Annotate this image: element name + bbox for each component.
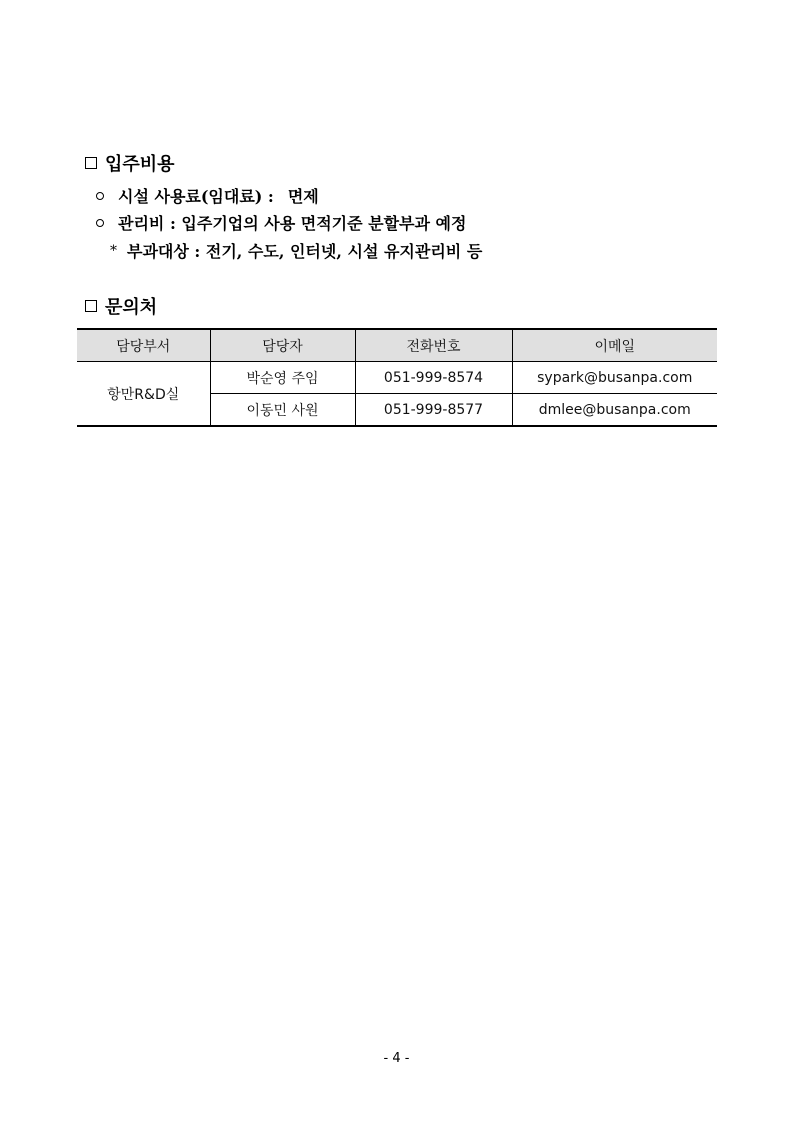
page-number: - 4 - — [383, 1051, 410, 1066]
header-phone: 전화번호 — [355, 329, 512, 362]
note-marker: * — [110, 242, 117, 259]
header-email: 이메일 — [512, 329, 717, 362]
section-heading-contact — [85, 293, 157, 319]
phone-cell: 051-999-8574 — [355, 362, 512, 394]
list-item-facility-fee — [96, 184, 319, 207]
email-cell: dmlee@busanpa.com — [512, 394, 717, 427]
contact-table — [77, 328, 717, 427]
header-department: 담당부서 — [77, 329, 210, 362]
department-cell: 항만R&D실 — [77, 362, 210, 427]
phone-cell: 051-999-8577 — [355, 394, 512, 427]
section-title: 입주비용 — [105, 154, 175, 175]
circle-bullet-icon — [96, 219, 104, 227]
circle-bullet-icon — [96, 192, 104, 200]
checkbox-icon — [85, 157, 97, 169]
note-text: 부과대상 : 전기, 수도, 인터넷, 시설 유지관리비 등 — [127, 242, 483, 261]
header-person: 담당자 — [210, 329, 355, 362]
table-header-row — [77, 329, 717, 362]
email-cell: sypark@busanpa.com — [512, 362, 717, 394]
item-value: 면제 — [287, 187, 319, 206]
note-line — [110, 239, 482, 262]
person-cell: 이동민 사원 — [210, 394, 355, 427]
section-title: 문의처 — [105, 297, 158, 318]
item-label: 관리비 : 입주기업의 사용 면적기준 분할부과 예정 — [118, 214, 467, 233]
item-label: 시설 사용료(임대료) : — [118, 187, 274, 206]
checkbox-icon — [85, 300, 97, 312]
list-item-management-fee — [96, 211, 466, 234]
section-heading-cost — [85, 150, 175, 176]
table-row — [77, 362, 717, 394]
person-cell: 박순영 주임 — [210, 362, 355, 394]
